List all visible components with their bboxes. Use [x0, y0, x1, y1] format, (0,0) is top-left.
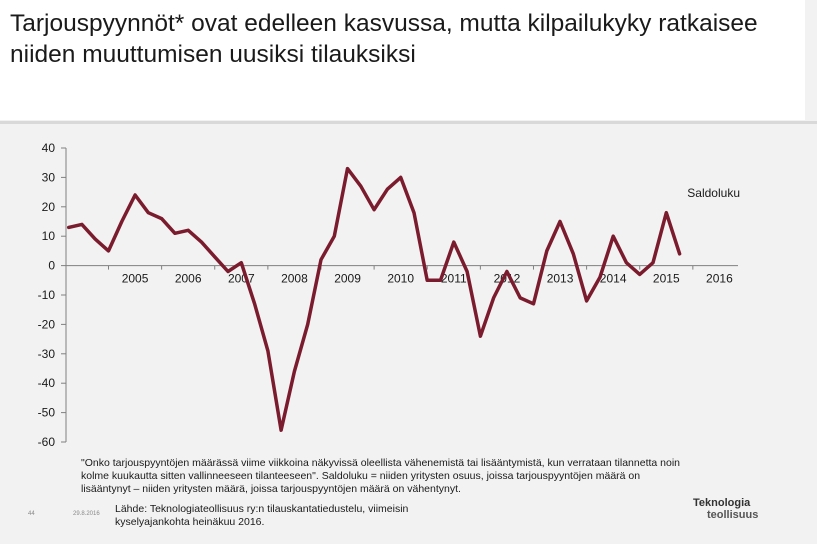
y-tick-label: 10: [41, 229, 55, 244]
logo-line2: teollisuus: [707, 509, 759, 521]
page-number: 44: [28, 511, 35, 517]
y-tick-label: -50: [37, 405, 55, 420]
line-chart: [0, 124, 817, 454]
x-tick-label: 2014: [599, 271, 627, 286]
y-tick-label: -10: [37, 288, 55, 302]
x-tick-label: 2005: [121, 271, 149, 286]
slide-title: Tarjouspyynnöt* ovat edelleen kasvussa, mutta kilpailukyky ratkaisee niiden muuttumisen uusiksi tilauksiksi: [10, 10, 758, 68]
footnote: "Onko tarjouspyyntöjen määrässä viime viikkoina näkyvissä oleellista vähenemistä tai lisääntymistä, kun verrataan tilannetta noin kolme kuukautta sitten vallinneeseen tilanteeseen". Saldoluku = niiden yritysten osuus, joissa tarjouspyyntöjen määrä on lisääntynyt – niiden yritysten määrä, joissa tarjouspyyntöjen määrä on vähentynyt.: [81, 457, 681, 495]
x-tick-label: 2009: [334, 271, 361, 286]
y-tick-label: 0: [48, 258, 55, 273]
series-line-saldoluku: [69, 169, 680, 431]
source-note: Lähde: Teknologiateollisuus ry:n tilauskantatiedustelu, viimeisin kyselyajankohta heinäkuu 2016.: [115, 503, 409, 528]
x-tick-label: 2007: [227, 271, 255, 286]
series-label-saldoluku: Saldoluku: [687, 186, 740, 200]
logo-line1: Teknologia: [693, 497, 751, 509]
x-tick-label: 2011: [440, 271, 467, 286]
y-tick-label: -20: [37, 317, 55, 332]
title-box: [0, 0, 805, 120]
y-tick-label: -40: [37, 376, 55, 391]
y-tick-label: 30: [41, 170, 55, 185]
slide-date: 29.8.2016: [73, 511, 100, 517]
x-tick-label: 2016: [706, 271, 733, 286]
x-tick-label: 2010: [387, 271, 415, 286]
x-tick-label: 2006: [174, 271, 202, 286]
y-tick-label: 20: [41, 199, 55, 214]
teknologiateollisuus-logo: [693, 497, 758, 521]
x-tick-label: 2015: [652, 271, 680, 286]
x-tick-label: 2012: [493, 271, 521, 286]
y-tick-label: -60: [37, 435, 55, 449]
y-tick-label: -30: [37, 346, 55, 361]
y-tick-label: 40: [41, 141, 55, 155]
x-tick-label: 2008: [281, 271, 308, 286]
x-tick-label: 2013: [546, 271, 574, 286]
